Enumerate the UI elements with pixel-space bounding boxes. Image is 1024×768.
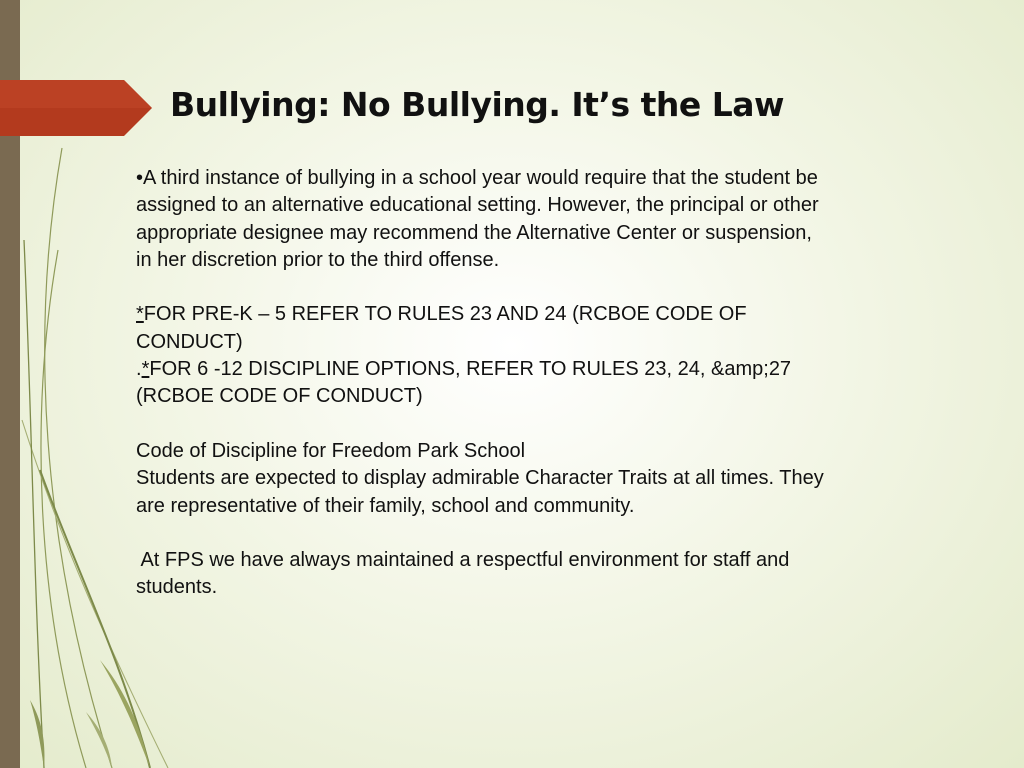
bullet-line-4: in her discretion prior to the third offense. <box>136 248 500 271</box>
bullet-marker: • <box>136 167 144 189</box>
rule-note-2 <box>136 356 936 383</box>
discipline-line-2: are representative of their family, school and community. <box>136 494 635 517</box>
discipline-heading: Code of Discipline for Freedom Park School <box>136 439 526 462</box>
asterisk: * <box>141 358 150 381</box>
spacer <box>136 520 936 547</box>
bullet-line-3: appropriate designee may recommend the Alternative Center or suspension, <box>136 221 812 244</box>
spacer <box>136 274 936 301</box>
rule-note-1-line-1: FOR PRE-K – 5 REFER TO RULES 23 AND 24 (RCBOE CODE OF <box>143 303 747 326</box>
rule-note-2-prefix: . <box>136 358 142 381</box>
discipline-line-1: Students are expected to display admirable Character Traits at all times. They <box>136 467 824 490</box>
spacer <box>136 411 936 438</box>
closing-line-2: students. <box>136 576 218 599</box>
rule-note-1-line-2: CONDUCT) <box>136 330 243 353</box>
rule-note-1 <box>136 301 936 328</box>
slide-body <box>136 165 936 602</box>
title-arrow-shape <box>0 80 152 136</box>
bullet-line-1: A third instance of bullying in a school year would require that the student be <box>143 167 818 189</box>
rule-note-2-line-1: FOR 6 -12 DISCIPLINE OPTIONS, REFER TO RULES 23, 24, &amp;27 <box>149 358 792 381</box>
bullet-line <box>136 165 936 192</box>
bullet-line-2: assigned to an alternative educational setting. However, the principal or other <box>136 194 819 217</box>
slide-title: Bullying: No Bullying. It’s the Law <box>170 85 785 124</box>
asterisk: * <box>136 303 144 326</box>
closing-line-1: At FPS we have always maintained a respectful environment for staff and <box>136 549 790 572</box>
rule-note-2-line-2: (RCBOE CODE OF CONDUCT) <box>136 385 423 408</box>
